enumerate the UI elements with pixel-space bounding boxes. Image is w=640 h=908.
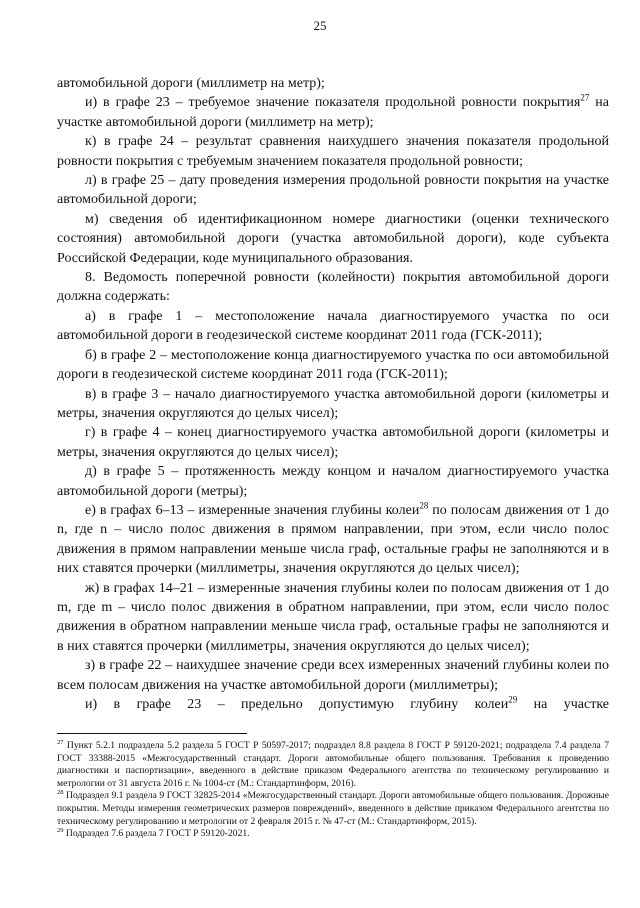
footnote-ref[interactable]: 29 — [508, 694, 518, 705]
paragraph: м) сведения об идентификационном номере диагностики (оценки технического состояния) автомобильной дороги (участка автомобильной дороги), коде субъекта Российской Федерации, коде муниципального образования. — [57, 211, 609, 266]
page-number: 25 — [313, 18, 327, 33]
paragraph — [57, 501, 609, 579]
paragraph: ж) в графах 14–21 – измеренные значения глубины колеи по полосам движения от 1 до m, где m – число полос движения в обратном направлении, при этом, если число полос движения в обратном направлении меньше числа граф, остальные графы не заполняются и в них ставятся прочерки (миллиметры, значения округляются до целых чисел); — [57, 580, 609, 654]
paragraph — [57, 93, 609, 132]
document-body — [57, 74, 609, 714]
paragraph-text: на участке — [517, 697, 609, 712]
paragraph-text: на участке автомобильной дороги (миллиметр на метр); — [57, 95, 609, 130]
footnote-number: 27 — [57, 738, 64, 746]
paragraph: д) в графе 5 – протяженность между концом и началом диагностируемого участка автомобильной дороги (метры); — [57, 464, 609, 499]
footnote-separator — [57, 733, 247, 734]
footnote-number: 29 — [57, 826, 64, 834]
paragraph: л) в графе 25 – дату проведения измерения продольной ровности покрытия на участке автомобильной дороги; — [57, 173, 609, 208]
footnote-number: 28 — [57, 789, 64, 797]
footnotes — [57, 740, 609, 841]
paragraph: б) в графе 2 – местоположение конца диагностируемого участка по оси автомобильной дороги в геодезической системе координат 2011 года (ГСК-2011); — [57, 347, 609, 383]
paragraph-text: и) в графе 23 – предельно допустимую глубину колеи — [85, 697, 509, 712]
footnote-text: Пункт 5.2.1 подраздела 5.2 раздела 5 ГОСТ Р 50597-2017; подраздел 8.8 раздела 8 ГОСТ Р 59120-2021; подраздела 7.4 раздела 7 ГОСТ 33388-2015 «Межгосударственный стандарт. Дороги автомобильные общего пользования. Требования к проведению диагностики и паспортизации», введенного в действие приказом Федерального агентства по техническому регулированию и метрологии от 31 августа 2016 г. № 1004-ст (М.: Стандартинформ, 2016). — [57, 740, 609, 789]
footnote — [57, 740, 609, 790]
paragraph: в) в графе 3 – начало диагностируемого участка автомобильной дороги (километры и метры, значения округляются до целых чисел); — [57, 386, 609, 421]
paragraph-text: по полосам движения от 1 до n, где n – число полос движения в прямом направлении, при этом, если число полос движения в прямом направлении меньше числа граф, остальные графы не заполняются и в них ставятся прочерки (миллиметры, значения округляются до целых чисел); — [57, 502, 609, 577]
footnote — [57, 828, 609, 841]
paragraph — [57, 695, 609, 714]
footnote — [57, 790, 609, 828]
paragraph: з) в графе 22 – наихудшее значение среди всех измеренных значений глубины колеи по всем полосам движения на участке автомобильной дороги (миллиметры); — [57, 658, 609, 693]
paragraph-text: е) в графах 6–13 – измеренные значения глубины колеи — [85, 502, 420, 518]
footnote-ref[interactable]: 27 — [580, 92, 590, 103]
footnote-text: Подраздел 7.6 раздела 7 ГОСТ Р 59120-2021. — [63, 828, 250, 840]
paragraph: к) в графе 24 – результат сравнения наихудшего значения показателя продольной ровности покрытия с требуемым значением показателя продольной ровности; — [57, 134, 609, 169]
paragraph: а) в графе 1 – местоположение начала диагностируемого участка по оси автомобильной дороги в геодезической системе координат 2011 года (ГСК-2011); — [57, 308, 609, 344]
paragraph: г) в графе 4 – конец диагностируемого участка автомобильной дороги (километры и метры, значения округляются до целых чисел); — [57, 425, 609, 460]
paragraph: автомобильной дороги (миллиметр на метр); — [57, 76, 325, 91]
footnote-text: Подраздел 9.1 раздела 9 ГОСТ 32825-2014 «Межгосударственный стандарт. Дороги автомобильные общего пользования. Дорожные покрытия. Методы измерения геометрических размеров повреждений», введенного в действие приказом Федерального агентства по техническому регулированию и метрологии от 2 февраля 2015 г. № 47-ст (М.: Стандартинформ, 2015). — [57, 790, 609, 827]
paragraph-text: и) в графе 23 – требуемое значение показателя продольной ровности покрытия — [85, 95, 581, 111]
section-heading-paragraph: 8. Ведомость поперечной ровности (колейности) покрытия автомобильной дороги должна содержать: — [57, 270, 609, 305]
footnote-ref[interactable]: 28 — [419, 500, 429, 511]
